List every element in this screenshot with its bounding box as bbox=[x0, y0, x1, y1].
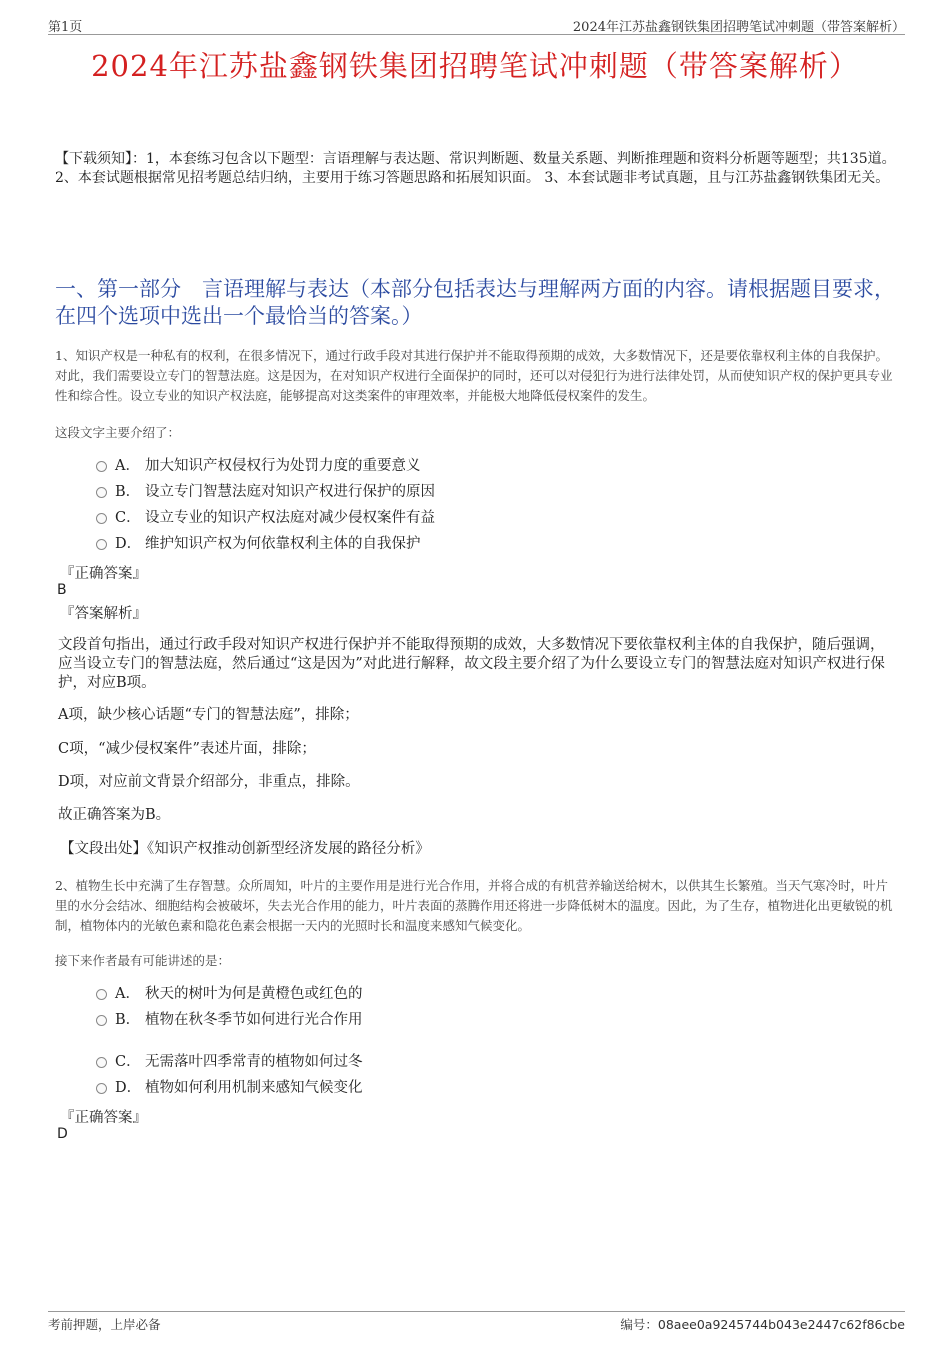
q1-option-a[interactable]: A． 加大知识产权侵权行为处罚力度的重要意义 bbox=[96, 456, 421, 476]
footer-code: 编号：08aee0a9245744b043e2447c62f86cbe bbox=[620, 1317, 905, 1332]
section-title: 一、第一部分 言语理解与表达（本部分包括表达与理解两方面的内容。请根据题目要求，在四个选项中选出一个最恰当的答案。） bbox=[55, 277, 895, 328]
q2-option-b[interactable]: B． 植物在秋冬季节如何进行光合作用 bbox=[96, 1010, 363, 1030]
q2-stem: 2、植物生长中充满了生存智慧。众所周知，叶片的主要作用是进行光合作用，并将合成的有机营养输送给树木，以供其生长繁殖。当天气寒冷时，叶片里的水分会结冰、细胞结构会被破坏，失去光合作用的能力，叶片表面的蒸腾作用还将进一步降低树木的温度。因此，为了生存，植物进化出更敏锐的机制，植物体内的光敏色素和隐花色素会根据一天内的光照时长和温度来感知气候变化。 bbox=[55, 878, 893, 933]
q2-option-c[interactable]: C． 无需落叶四季常青的植物如何过冬 bbox=[96, 1052, 363, 1072]
q1-option-b[interactable]: B． 设立专门智慧法庭对知识产权进行保护的原因 bbox=[96, 482, 435, 502]
q2-prompt: 接下来作者最有可能讲述的是： bbox=[55, 953, 231, 968]
radio-icon[interactable] bbox=[96, 989, 107, 1000]
q1-analysis-a: A项，缺少核心话题“专门的智慧法庭”，排除； bbox=[58, 707, 359, 723]
q2-option-d[interactable]: D． 植物如何利用机制来感知气候变化 bbox=[96, 1078, 363, 1098]
download-notice: 【下载须知】：1，本套练习包含以下题型：言语理解与表达题、常识判断题、数量关系题、判断推理题和资料分析题等题型；共135道。 2、本套试题根据常见招考题总结归纳，主要用于练习答题思路和拓展知识面。 3、本套试题非考试真题，且与江苏盐鑫钢铁集团无关。 bbox=[55, 151, 896, 186]
q1-stem: 1、知识产权是一种私有的权利，在很多情况下，通过行政手段对其进行保护并不能取得预期的成效，大多数情况下，还是要依靠权利主体的自我保护。对此，我们需要设立专门的智慧法庭。这是因为，在对知识产权进行全面保护的同时，还可以对侵犯行为进行法律处罚，从而使知识产权的保护更具专业性和综合性。设立专业的知识产权法庭，能够提高对这类案件的审理效率，并能极大地降低侵权案件的发生。 bbox=[55, 348, 893, 403]
page-header bbox=[48, 14, 905, 35]
radio-icon[interactable] bbox=[96, 539, 107, 550]
radio-icon[interactable] bbox=[96, 487, 107, 498]
q1-analysis-label: 『答案解析』 bbox=[60, 606, 147, 622]
q1-answer: B bbox=[57, 582, 67, 598]
q1-analysis-conclusion: 故正确答案为B。 bbox=[58, 807, 171, 823]
q1-answer-label: 『正确答案』 bbox=[60, 566, 147, 582]
radio-icon[interactable] bbox=[96, 1057, 107, 1068]
radio-icon[interactable] bbox=[96, 461, 107, 472]
q1-analysis-d: D项，对应前文背景介绍部分，非重点，排除。 bbox=[58, 774, 360, 790]
page-title: 2024年江苏盐鑫钢铁集团招聘笔试冲刺题（带答案解析） bbox=[91, 49, 859, 83]
q1-source: 【文段出处】《知识产权推动创新型经济发展的路径分析》 bbox=[60, 841, 430, 857]
radio-icon[interactable] bbox=[96, 513, 107, 524]
q1-prompt: 这段文字主要介绍了： bbox=[55, 425, 181, 440]
page-number: 第1页 bbox=[48, 20, 83, 35]
radio-icon[interactable] bbox=[96, 1015, 107, 1026]
page-footer bbox=[48, 1311, 905, 1334]
q1-option-d[interactable]: D． 维护知识产权为何依靠权利主体的自我保护 bbox=[96, 534, 421, 554]
q1-analysis-main: 文段首句指出，通过行政手段对知识产权进行保护并不能取得预期的成效，大多数情况下要依靠权利主体的自我保护，随后强调，应当设立专门的智慧法庭，然后通过“这是因为”对此进行解释，故文段主要介绍了为什么要设立专门的智慧法庭对知识产权进行保护，对应B项。 bbox=[58, 637, 885, 691]
radio-icon[interactable] bbox=[96, 1083, 107, 1094]
q2-answer-label: 『正确答案』 bbox=[60, 1110, 147, 1126]
q2-answer: D bbox=[57, 1126, 68, 1142]
header-doc-title: 2024年江苏盐鑫钢铁集团招聘笔试冲刺题（带答案解析） bbox=[572, 20, 905, 35]
q1-analysis-c: C项，“减少侵权案件”表述片面，排除； bbox=[58, 741, 316, 757]
q1-option-c[interactable]: C． 设立专业的知识产权法庭对减少侵权案件有益 bbox=[96, 508, 435, 528]
q2-option-a[interactable]: A． 秋天的树叶为何是黄橙色或红色的 bbox=[96, 984, 363, 1004]
footer-slogan: 考前押题，上岸必备 bbox=[48, 1317, 161, 1332]
